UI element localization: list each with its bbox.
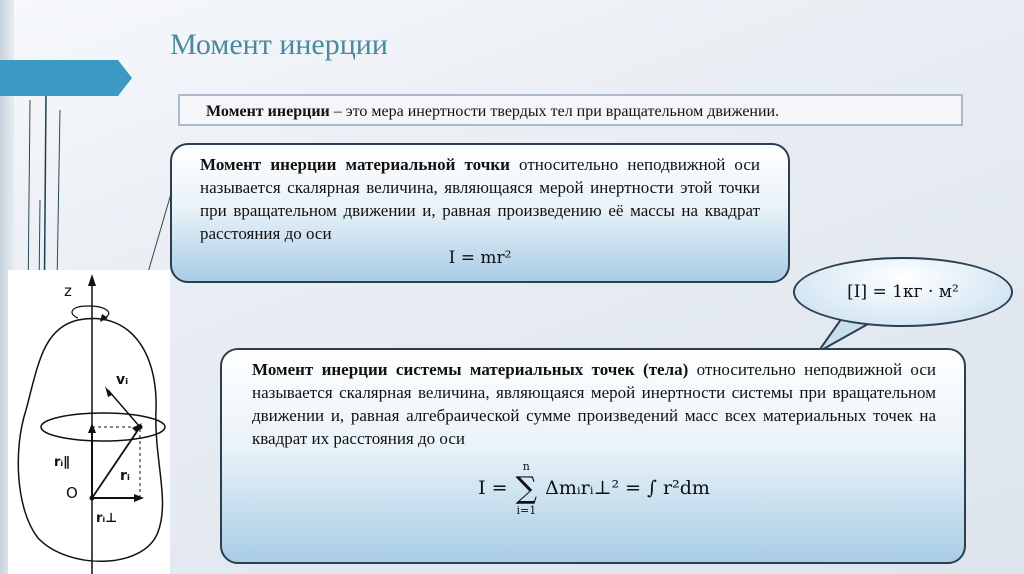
formula-lhs: I = — [478, 477, 508, 499]
material-point-text: относительно неподвижной оси называется скалярная величина, являющаяся мерой инертности этой точки при вращательном движении и, равная произведению её массы на квадрат расстояния до оси — [200, 155, 760, 243]
body-system-formula — [252, 460, 936, 518]
slide-title: Момент инерции — [170, 28, 388, 61]
rotating-body-figure — [8, 270, 170, 574]
r-parallel-label: rᵢ∥ — [54, 455, 70, 470]
material-point-formula: I = mr² — [448, 248, 512, 268]
v-label: vᵢ — [116, 372, 129, 388]
definition-text: – это мера инертности твердых тел при вращательном движении. — [329, 103, 780, 120]
material-point-term: Момент инерции материальной точки — [200, 155, 510, 174]
sum-upper: n — [522, 460, 530, 473]
body-system-term: Момент инерции системы материальных точек (тела) — [252, 360, 689, 379]
r-label: rᵢ — [120, 468, 130, 484]
formula-term: Δmᵢrᵢ⊥² = ∫ r²dm — [545, 477, 710, 499]
z-label: z — [64, 282, 72, 300]
body-system-box — [220, 348, 966, 564]
unit-bubble: [I] = 1кг · м² — [793, 257, 1013, 327]
sum-symbol: n ∑ i=1 — [515, 460, 538, 517]
body-system-text: относительно неподвижной оси называется скалярная величина, являющаяся мерой инертности системы при вращательном движении и, равная алгебраической сумме произведений масс всех материальных точек на квадрат их расстояния до оси — [252, 360, 936, 448]
sum-lower: i=1 — [516, 504, 537, 517]
r-perpendicular-label: rᵢ⊥ — [96, 511, 118, 526]
o-label: O — [66, 484, 78, 502]
definition-term: Момент инерции — [206, 103, 330, 120]
body-diagram — [8, 270, 170, 574]
